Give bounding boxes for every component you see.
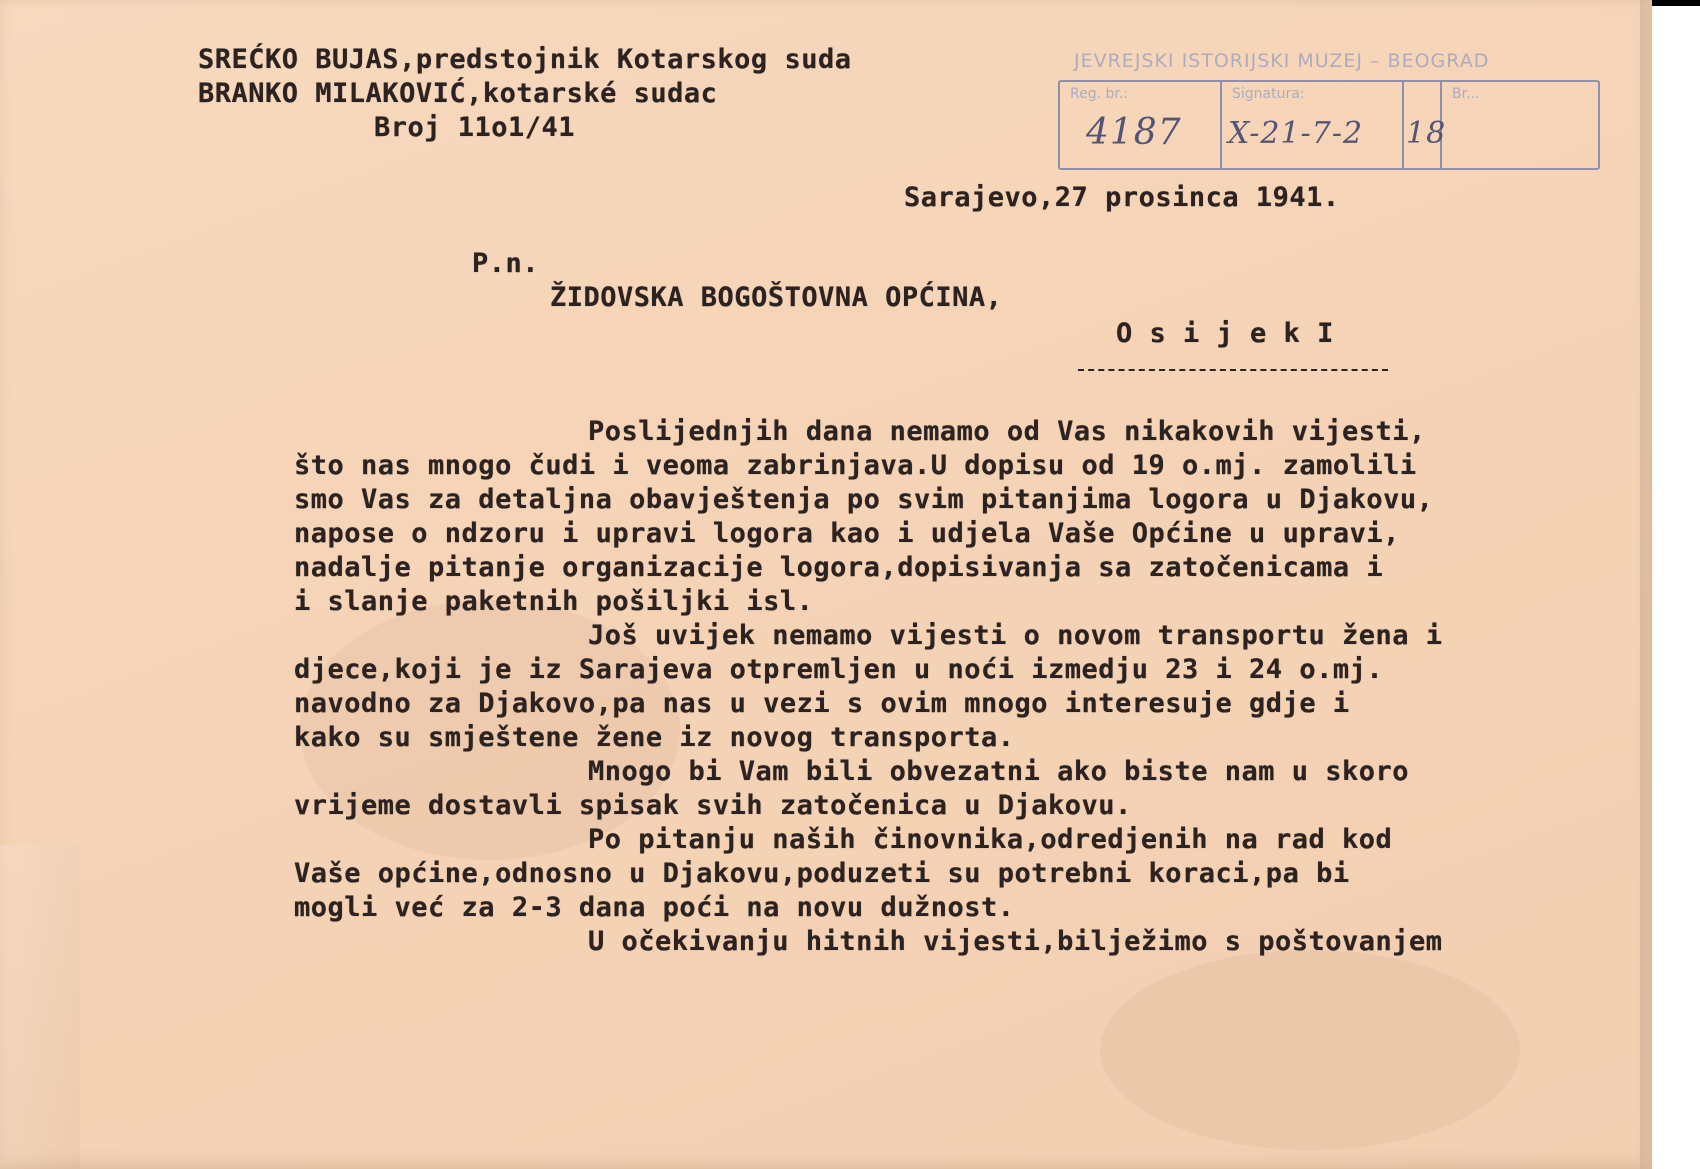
stamp-sign-extra: 18	[1406, 116, 1447, 151]
stamp-sign-value: X-21-7-2	[1228, 116, 1364, 151]
body-line: Poslijednjih dana nemamo od Vas nikakovih vijesti,	[588, 416, 1426, 447]
body-line: Vaše općine,odnosno u Djakovu,poduzeti su potrebni koraci,pa bi	[294, 858, 1350, 889]
paper-stain	[1100, 950, 1520, 1150]
body-line: što nas mnogo čudi i veoma zabrinjava.U dopisu od 19 o.mj. zamolili	[294, 450, 1417, 481]
body-line: navodno za Djakovo,pa nas u vezi s ovim mnogo interesuje gdje i	[294, 688, 1350, 719]
stamp-box	[1058, 80, 1600, 170]
body-line: Mnogo bi Vam bili obvezatni ako biste nam u skoro	[588, 756, 1410, 787]
recipient-name: ŽIDOVSKA BOGOŠTOVNA OPĆINA,	[550, 282, 1003, 313]
stamp-cell-extra	[1404, 82, 1447, 168]
stamp-cell-blank	[1442, 82, 1596, 168]
body-line: Još uvijek nemamo vijesti o novom transportu žena i	[588, 620, 1443, 651]
stamp-cell-signature	[1222, 82, 1404, 168]
body-line: vrijeme dostavli spisak svih zatočenica u Djakovu.	[294, 790, 1132, 821]
reference-number: Broj 11o1/41	[374, 112, 576, 143]
body-line: i slanje paketnih pošiljki isl.	[294, 586, 814, 617]
body-line: mogli već za 2-3 dana poći na novu dužnost.	[294, 892, 1015, 923]
body-line: kako su smještene žene iz novog transporta.	[294, 722, 1015, 753]
date-line: Sarajevo,27 prosinca 1941.	[904, 182, 1340, 213]
recipient-prefix: P.n.	[472, 248, 540, 279]
body-line: napose o ndzoru i upravi logora kao i udjela Vaše Općine u upravi,	[294, 518, 1400, 549]
archive-stamp	[1058, 50, 1598, 172]
body-line: nadalje pitanje organizacije logora,dopisivanja sa zatočenicama i	[294, 552, 1384, 583]
stamp-sign-label: Signatura:	[1232, 86, 1305, 102]
stamp-title: JEVREJSKI ISTORIJSKI MUZEJ – BEOGRAD	[1074, 50, 1490, 72]
sender-line-2: BRANKO MILAKOVIĆ,kotarské sudac	[198, 78, 718, 109]
stamp-extra-label: Br...	[1452, 86, 1480, 102]
recipient-city: O s i j e k I	[1116, 318, 1334, 349]
sender-line-1: SREĆKO BUJAS,predstojnik Kotarskog suda	[198, 44, 852, 75]
body-line: Po pitanju naših činovnika,odredjenih na rad kod	[588, 824, 1393, 855]
paper-edge-shadow	[1640, 0, 1654, 1169]
stamp-cell-reg	[1060, 82, 1222, 168]
stamp-reg-value: 4187	[1086, 112, 1182, 153]
body-line: U očekivanju hitnih vijesti,bilježimo s poštovanjem	[588, 926, 1443, 957]
paper-fold	[0, 845, 80, 1169]
body-line: djece,koji je iz Sarajeva otpremljen u noći izmedju 23 i 24 o.mj.	[294, 654, 1384, 685]
city-underline	[1078, 369, 1388, 371]
body-line: smo Vas za detaljna obavještenja po svim pitanjima logora u Djakovu,	[294, 484, 1434, 515]
stamp-reg-label: Reg. br.:	[1070, 86, 1129, 102]
scanner-edge	[1652, 0, 1700, 6]
